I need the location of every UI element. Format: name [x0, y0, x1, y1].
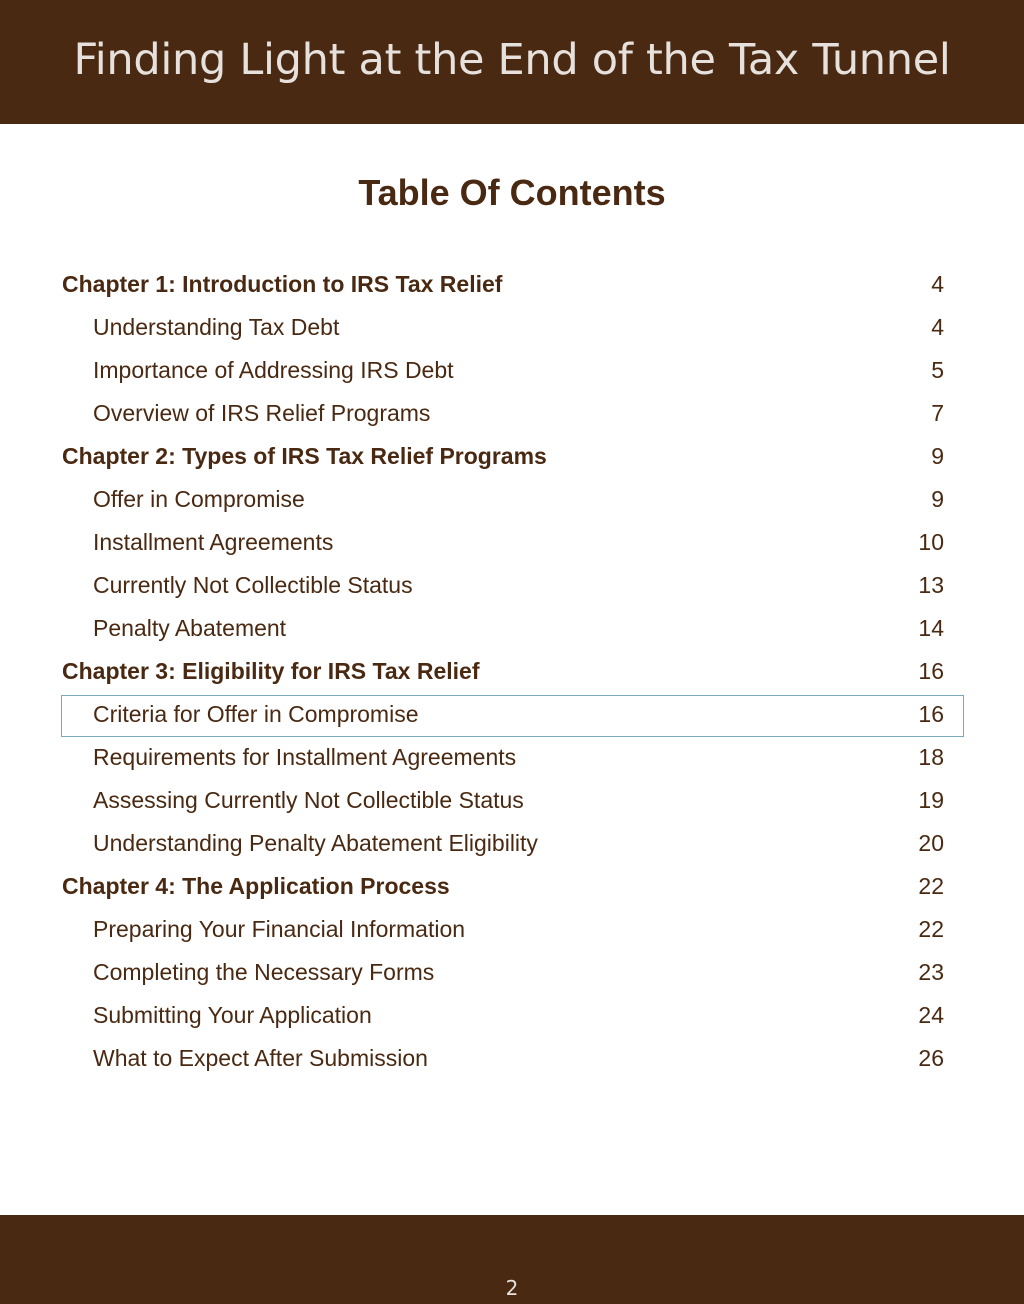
- toc-entry-label: Chapter 4: The Application Process: [62, 873, 450, 899]
- toc-chapter-entry[interactable]: [0, 651, 1024, 694]
- toc-section-entry[interactable]: [0, 522, 1024, 565]
- page-number: 2: [505, 1276, 519, 1300]
- toc-section-entry[interactable]: [0, 350, 1024, 393]
- toc-entry-page-number: 26: [918, 1045, 944, 1071]
- toc-section-entry[interactable]: [0, 952, 1024, 995]
- toc-entry-label: Assessing Currently Not Collectible Status: [93, 787, 524, 813]
- toc-entry-page-number: 7: [931, 400, 944, 426]
- document-title: Finding Light at the End of the Tax Tunnel: [73, 35, 951, 85]
- toc-entry-label: Chapter 2: Types of IRS Tax Relief Programs: [62, 443, 547, 469]
- toc-entry-page-number: 16: [918, 701, 944, 727]
- toc-entry-page-number: 14: [918, 615, 944, 641]
- toc-entry-label: Preparing Your Financial Information: [93, 916, 466, 942]
- toc-entry-label: Overview of IRS Relief Programs: [93, 400, 431, 426]
- toc-entry-page-number: 9: [931, 486, 944, 512]
- toc-entry-label: Criteria for Offer in Compromise: [93, 701, 419, 727]
- toc-entry-page-number: 22: [918, 873, 944, 899]
- toc-entry-page-number: 22: [918, 916, 944, 942]
- toc-entry-label: Understanding Tax Debt: [93, 314, 340, 340]
- toc-section-entry[interactable]: [0, 393, 1024, 436]
- toc-entry-label: Importance of Addressing IRS Debt: [93, 357, 454, 383]
- toc-entry-label: Chapter 3: Eligibility for IRS Tax Relief: [62, 658, 480, 684]
- toc-section-entry[interactable]: [0, 1038, 1024, 1081]
- toc-entry-page-number: 23: [918, 959, 944, 985]
- page-header: [0, 0, 1024, 124]
- toc-entry-label: Penalty Abatement: [93, 615, 287, 641]
- toc-entry-page-number: 4: [931, 271, 944, 297]
- toc-entry-label: Chapter 1: Introduction to IRS Tax Relief: [62, 271, 503, 297]
- toc-section-entry[interactable]: [0, 995, 1024, 1038]
- toc-entry-page-number: 10: [918, 529, 944, 555]
- toc-entry-label: Completing the Necessary Forms: [93, 959, 435, 985]
- toc-entry-label: Currently Not Collectible Status: [93, 572, 413, 598]
- toc-section-entry[interactable]: [0, 909, 1024, 952]
- toc-entry-label: Requirements for Installment Agreements: [93, 744, 517, 770]
- toc-chapter-entry[interactable]: [0, 264, 1024, 307]
- toc-section-entry[interactable]: [0, 608, 1024, 651]
- toc-entry-label: Installment Agreements: [93, 529, 334, 555]
- table-of-contents: [0, 264, 1024, 1081]
- toc-section-entry[interactable]: [0, 780, 1024, 823]
- toc-section-entry[interactable]: [0, 479, 1024, 522]
- toc-entry-page-number: 24: [918, 1002, 944, 1028]
- toc-entry-page-number: 20: [918, 830, 944, 856]
- toc-entry-page-number: 19: [918, 787, 944, 813]
- toc-entry-page-number: 13: [918, 572, 944, 598]
- toc-entry-label: Submitting Your Application: [93, 1002, 372, 1028]
- toc-section-entry[interactable]: [0, 823, 1024, 866]
- toc-entry-page-number: 16: [918, 658, 944, 684]
- toc-entry-label: What to Expect After Submission: [93, 1045, 428, 1071]
- toc-section-entry[interactable]: [0, 694, 1024, 737]
- toc-entry-page-number: 5: [931, 357, 944, 383]
- toc-section-entry[interactable]: [0, 565, 1024, 608]
- toc-entry-label: Offer in Compromise: [93, 486, 305, 512]
- toc-section-entry[interactable]: [0, 737, 1024, 780]
- toc-entry-page-number: 18: [918, 744, 944, 770]
- toc-chapter-entry[interactable]: [0, 866, 1024, 909]
- toc-chapter-entry[interactable]: [0, 436, 1024, 479]
- toc-section-entry[interactable]: [0, 307, 1024, 350]
- toc-entry-page-number: 4: [931, 314, 944, 340]
- toc-heading: Table Of Contents: [358, 172, 666, 213]
- toc-entry-label: Understanding Penalty Abatement Eligibility: [93, 830, 538, 856]
- toc-entry-page-number: 9: [931, 443, 944, 469]
